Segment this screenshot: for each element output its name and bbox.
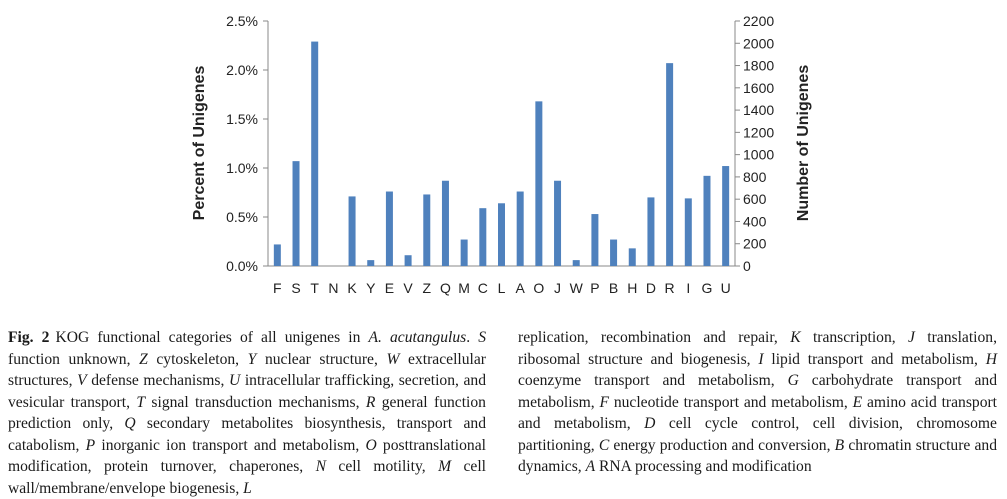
bar-W	[573, 260, 580, 266]
x-tick-label: G	[701, 280, 713, 296]
y-tick-label: 0.5%	[226, 209, 258, 225]
y2-tick-label: 0	[743, 258, 751, 274]
y2-tick-label: 800	[743, 168, 767, 185]
y2-tick-label: 1200	[743, 124, 775, 141]
x-tick-label: A	[515, 280, 525, 296]
bar-G	[703, 176, 710, 266]
x-tick-label: F	[273, 280, 282, 296]
y-tick-label: 1.5%	[226, 111, 258, 127]
bar-L	[498, 203, 505, 266]
bar-A	[517, 192, 524, 266]
bar-M	[461, 240, 468, 266]
x-tick-label: O	[533, 280, 545, 296]
x-tick-label: J	[554, 280, 562, 296]
x-tick-label: S	[291, 280, 301, 296]
y2-axis-title: Number of Unigenes	[795, 64, 812, 222]
y-tick-label: 2.0%	[226, 62, 258, 78]
plot-area	[226, 13, 774, 296]
caption-text-right: replication, recombination and repair, K transcription, J translation, ribosomal structure and biogenesis, I lipid transport and metabolism, H coenzyme transport and metabolism, G carbohydrate transport and metabolism, F nucleotide transport and metabolism, E amino acid transport and metabolism, D cell cycle control, cell division, chromosome partitioning, C energy production and conversion, B chromatin structure and dynamics, A RNA processing and modification	[518, 329, 998, 475]
x-tick-label: I	[686, 280, 691, 296]
y2-tick-label: 1400	[743, 102, 775, 119]
x-tick-label: Z	[422, 280, 432, 296]
x-tick-label: P	[590, 280, 600, 296]
x-tick-label: V	[403, 280, 413, 296]
y2-tick-label: 1000	[743, 146, 775, 163]
x-tick-label: U	[720, 280, 731, 296]
x-tick-label: N	[328, 280, 339, 296]
x-tick-label: T	[310, 280, 319, 296]
x-tick-label: B	[608, 280, 619, 296]
figure-caption-left	[8, 327, 486, 499]
bar-P	[591, 214, 598, 266]
y-tick-label: 2.5%	[226, 13, 258, 29]
x-tick-label: K	[347, 280, 357, 296]
y-tick-label: 0.0%	[226, 258, 258, 274]
y2-tick-label: 400	[743, 213, 767, 230]
bar-K	[349, 196, 356, 266]
x-tick-label: M	[458, 280, 470, 296]
x-tick-label: R	[664, 280, 675, 296]
bar-F	[274, 244, 281, 266]
x-tick-label: D	[645, 280, 657, 296]
bar-Q	[442, 181, 449, 266]
y-axis-title: Percent of Unigenes	[191, 65, 208, 221]
x-tick-label: L	[497, 280, 506, 296]
bar-D	[647, 197, 654, 266]
caption-text-left: KOG functional categories of all unigenes in A. acutangulus. S function unknown, Z cytoskeleton, Y nuclear structure, W extracellular structures, V defense mechanisms, U intracellular trafficking, secretion, and vesicular transport, T signal transduction mechanisms, R general function prediction only, Q secondary metabolites biosynthesis, transport and catabolism, P inorganic ion transport and metabolism, O posttranslational modification, protein turnover, chaperones, N cell motility, M cell wall/membrane/envelope biogenesis, L	[8, 329, 487, 497]
y-tick-label: 1.0%	[226, 160, 258, 176]
y2-tick-label: 2000	[743, 35, 775, 52]
bar-J	[554, 181, 561, 266]
bar-S	[293, 161, 300, 266]
y2-tick-label: 1600	[743, 79, 775, 96]
bar-U	[722, 166, 729, 266]
bar-R	[666, 63, 673, 266]
bar-Z	[423, 194, 430, 266]
x-tick-label: Y	[366, 280, 376, 296]
figure-label: Fig. 2	[8, 329, 50, 346]
bar-C	[479, 208, 486, 266]
bar-H	[629, 248, 636, 266]
x-tick-label: C	[477, 280, 488, 296]
y2-tick-label: 2200	[743, 13, 775, 29]
figure-caption-right	[518, 327, 997, 478]
x-tick-label: E	[384, 280, 395, 296]
x-tick-label: Q	[440, 280, 451, 296]
x-tick-label: H	[627, 280, 638, 296]
y2-tick-label: 600	[743, 191, 767, 208]
bar-I	[685, 198, 692, 266]
bar-T	[311, 42, 318, 266]
x-tick-label: W	[569, 280, 583, 296]
y2-tick-label: 1800	[743, 57, 775, 74]
bar-B	[610, 240, 617, 266]
bar-V	[405, 255, 412, 266]
bar-O	[535, 101, 542, 266]
y2-tick-label: 200	[743, 235, 767, 252]
bar-E	[386, 192, 393, 266]
bar-Y	[367, 260, 374, 266]
